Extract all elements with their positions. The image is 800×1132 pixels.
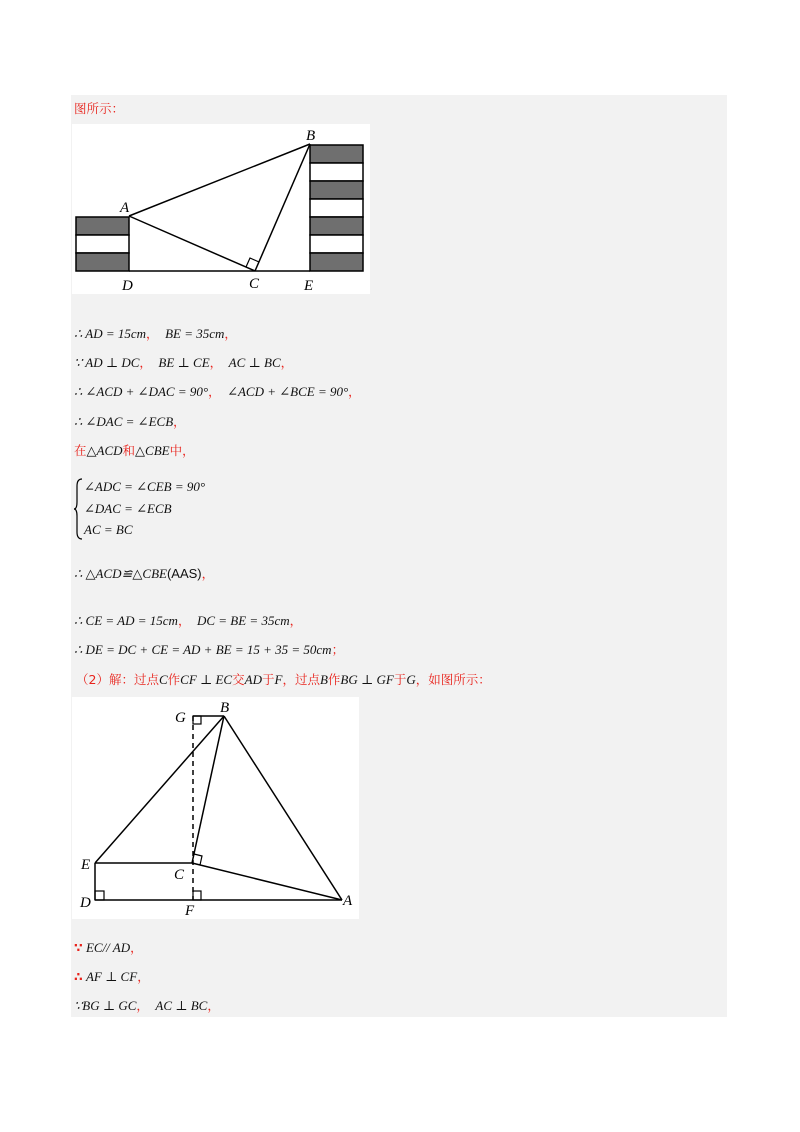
- figure-2-diagram: [72, 697, 359, 919]
- label-B: B: [306, 128, 316, 144]
- proof-line-2: ∵ AD ⊥ DC， BE ⊥ CE， AC ⊥ BC，: [74, 355, 294, 370]
- proof-line-4: ∴ ∠DAC = ∠ECB，: [74, 414, 186, 429]
- system-row-2: ∠DAC = ∠ECB: [84, 501, 172, 516]
- proof-line-6: ∴ △ACD≌△CBE(AAS)，: [74, 566, 215, 581]
- label-B2: B: [220, 700, 230, 716]
- system-row-3: AC = BC: [84, 522, 133, 537]
- label-E2: E: [81, 857, 91, 873]
- proof-line-11: ∵BG ⊥ GC， AC ⊥ BC，: [74, 998, 220, 1013]
- intro-text: 图所示：: [74, 101, 125, 116]
- label-E: E: [304, 278, 314, 294]
- part-2-heading: （2）解：过点C作CF ⊥ EC交AD于F，过点B作BG ⊥ GF于G，如图所示：: [76, 672, 491, 687]
- label-A: A: [120, 200, 130, 216]
- system-row-1: ∠ADC = ∠CEB = 90°: [84, 479, 206, 494]
- proof-line-10: ∴ AF ⊥ CF，: [74, 969, 150, 984]
- figure-1-diagram: [72, 124, 370, 294]
- proof-line-3: ∴ ∠ACD + ∠DAC = 90°， ∠ACD + ∠BCE = 90°，: [74, 384, 361, 399]
- label-D: D: [122, 278, 133, 294]
- label-F: F: [185, 903, 195, 919]
- label-A2: A: [343, 893, 353, 909]
- proof-line-1: ∴ AD = 15cm， BE = 35cm，: [74, 326, 237, 341]
- left-brace-icon: [74, 478, 84, 540]
- proof-line-5: 在△ACD和△CBE中，: [74, 443, 195, 458]
- proof-line-9: ∵ EC// AD，: [74, 940, 143, 955]
- label-D2: D: [80, 895, 91, 911]
- label-C2: C: [174, 867, 185, 883]
- proof-line-8: ∴ DE = DC + CE = AD + BE = 15 + 35 = 50cm；: [74, 642, 345, 657]
- label-C: C: [249, 276, 260, 292]
- label-G: G: [175, 710, 186, 726]
- proof-line-7: ∴ CE = AD = 15cm， DC = BE = 35cm，: [74, 613, 303, 628]
